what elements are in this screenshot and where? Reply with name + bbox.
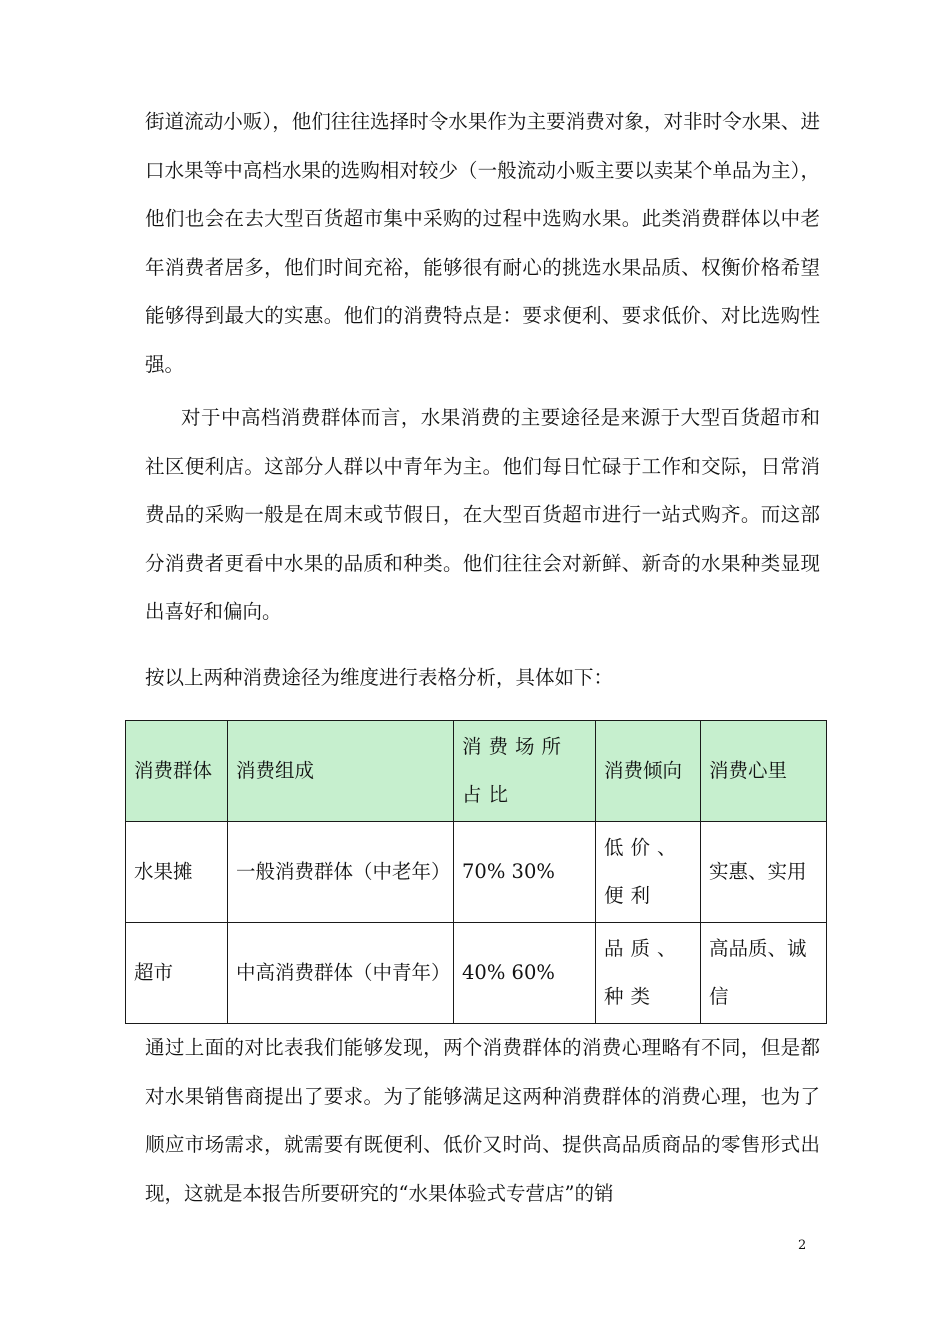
- cell-venue-share: 40% 60%: [454, 923, 596, 1024]
- header-cell-preference: 消费倾向: [596, 721, 701, 822]
- cell-group: 超市: [126, 923, 228, 1024]
- table-row: [126, 923, 827, 1024]
- cell-venue-share: 70% 30%: [454, 822, 596, 923]
- cell-preference: 低价、便利: [596, 822, 701, 923]
- paragraph-conclusion: 通过上面的对比表我们能够发现，两个消费群体的消费心理略有不同，但是都对水果销售商提出了要求。为了能够满足这两种消费群体的消费心理，也为了顺应市场需求，就需要有既便利、低价又时尚、提供高品质商品的零售形式出现，这就是本报告所要研究的“水果体验式专营店”的销: [145, 1036, 820, 1205]
- paragraph-table-intro: 按以上两种消费途径为维度进行表格分析，具体如下：: [145, 666, 614, 689]
- table-row: [126, 822, 827, 923]
- cell-composition: 一般消费群体（中老年）: [228, 822, 454, 923]
- consumption-analysis-table: [125, 720, 827, 1024]
- header-cell-group: 消费群体: [126, 721, 228, 822]
- cell-psychology: 实惠、实用: [701, 822, 827, 923]
- table-header-row: [126, 721, 827, 822]
- page-number: 2: [798, 1238, 807, 1253]
- paragraph-mid-high-group: 对于中高档消费群体而言，水果消费的主要途径是来源于大型百货超市和社区便利店。这部分人群以中青年为主。他们每日忙碌于工作和交际，日常消费品的采购一般是在周末或节假日，在大型百货超市进行一站式购齐。而这部分消费者更看中水果的品质和种类。他们往往会对新鲜、新奇的水果种类显现出喜好和偏向。: [145, 406, 820, 623]
- cell-preference: 品质、种类: [596, 923, 701, 1024]
- header-cell-composition: 消费组成: [228, 721, 454, 822]
- header-cell-venue-share: 消费场所占比: [454, 721, 596, 822]
- paragraph-consumer-traits: 街道流动小贩），他们往往选择时令水果作为主要消费对象，对非时令水果、进口水果等中高档水果的选购相对较少（一般流动小贩主要以卖某个单品为主），他们也会在去大型百货超市集中采购的过程中选购水果。此类消费群体以中老年消费者居多，他们时间充裕，能够很有耐心的挑选水果品质、权衡价格希望能够得到最大的实惠。他们的消费特点是：要求便利、要求低价、对比选购性强。: [145, 110, 820, 376]
- header-cell-psychology: 消费心里: [701, 721, 827, 822]
- cell-psychology: 高品质、诚信: [701, 923, 827, 1024]
- cell-composition: 中高消费群体（中青年）: [228, 923, 454, 1024]
- cell-group: 水果摊: [126, 822, 228, 923]
